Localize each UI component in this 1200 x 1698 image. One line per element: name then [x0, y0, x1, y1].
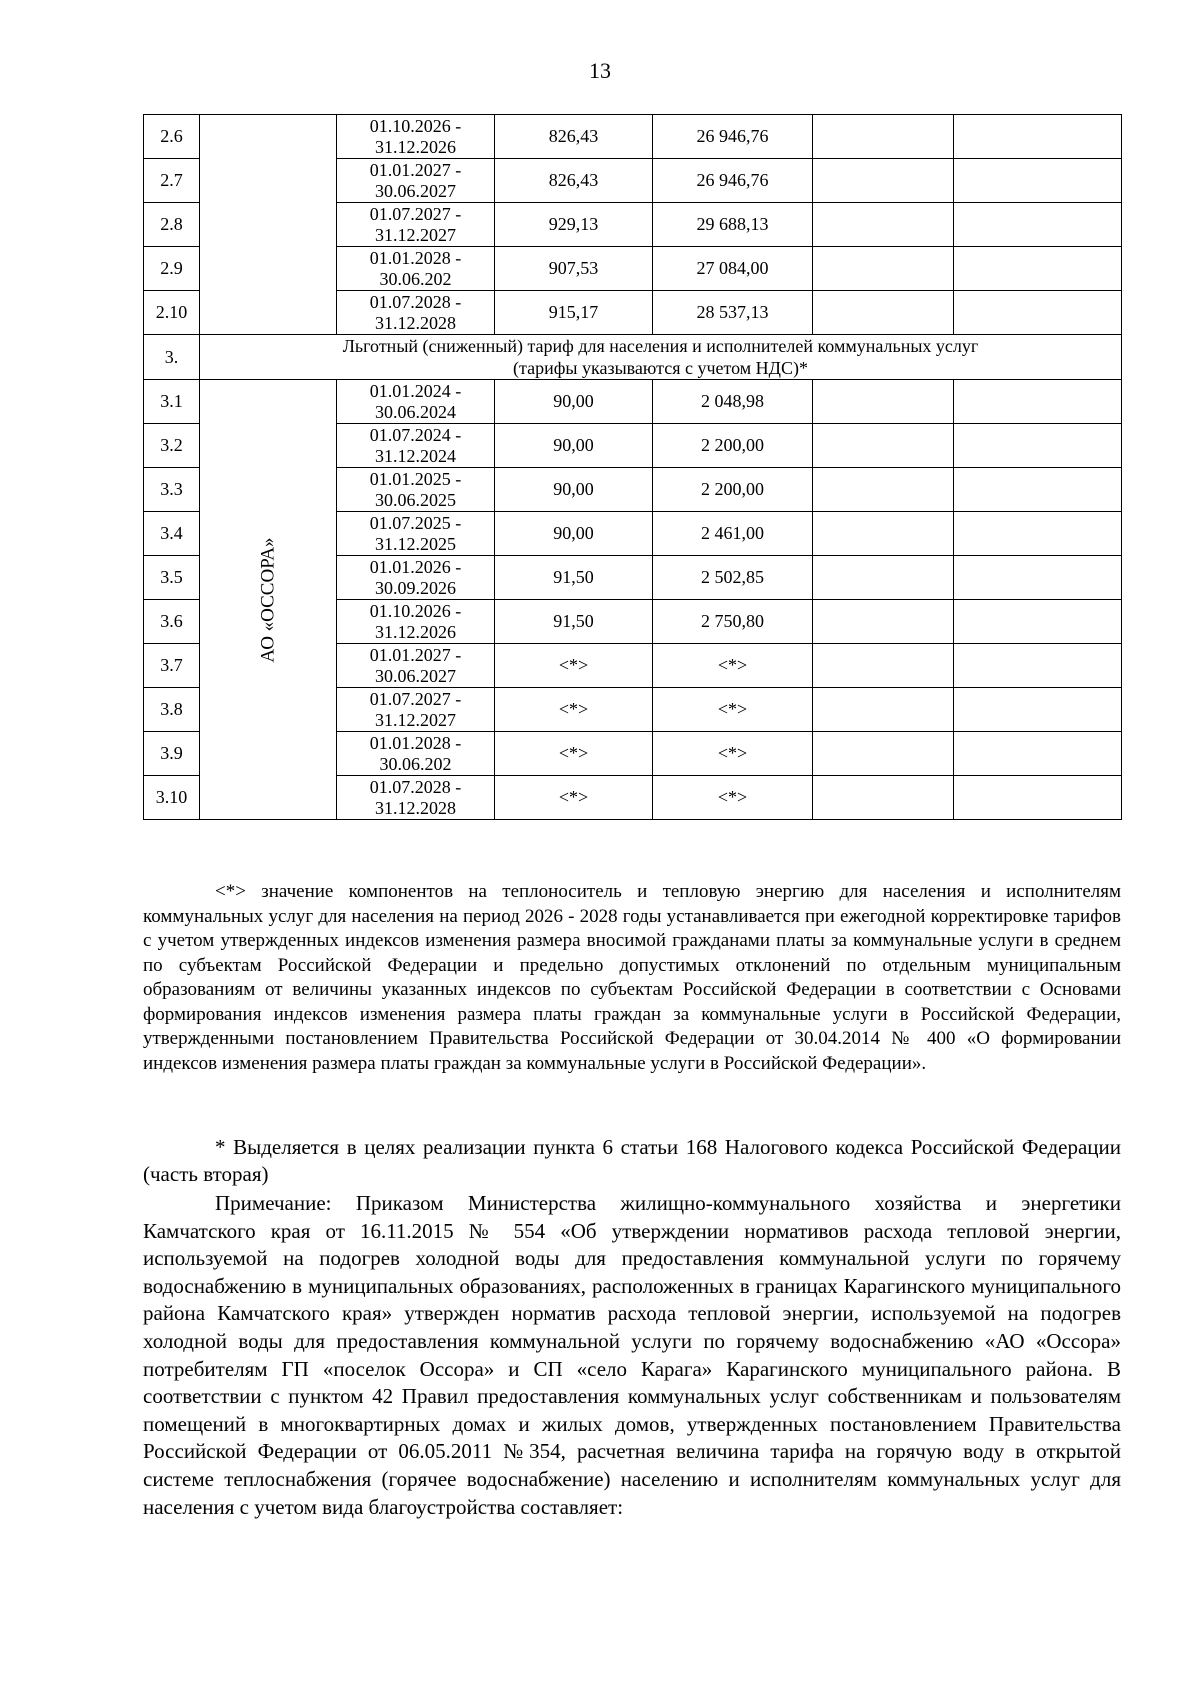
row-number: 3.8	[144, 688, 200, 732]
table-row	[144, 380, 1122, 424]
value-1-cell: 826,43	[495, 159, 653, 203]
period-start: 01.10.2026 -	[369, 115, 462, 136]
empty-cell	[813, 644, 954, 688]
empty-cell	[813, 247, 954, 291]
value-2-cell: 26 946,76	[653, 159, 813, 203]
section-2-rows	[144, 115, 1122, 335]
section-3-title-line2: (тарифы указываются с учетом НДС)*	[513, 358, 808, 378]
period-cell	[337, 159, 495, 203]
section-3-number: 3.	[144, 335, 200, 380]
value-2-cell: <*>	[653, 688, 813, 732]
row-number: 2.6	[144, 115, 200, 159]
section-3-title	[200, 335, 1122, 380]
empty-cell	[813, 380, 954, 424]
period-cell	[337, 468, 495, 512]
empty-cell	[954, 556, 1122, 600]
empty-cell	[954, 512, 1122, 556]
row-number: 2.10	[144, 291, 200, 335]
period-end: 30.06.2024	[375, 401, 456, 422]
empty-cell	[954, 468, 1122, 512]
footnote-vat	[143, 1134, 1121, 1188]
period-start: 01.01.2025 -	[369, 468, 462, 489]
period-cell	[337, 291, 495, 335]
empty-cell	[954, 776, 1122, 820]
empty-cell	[813, 203, 954, 247]
value-1-cell: <*>	[495, 776, 653, 820]
period-start: 01.07.2027 -	[369, 688, 462, 709]
footnote-star-marker-text: <*> значение компонентов на теплоноситель и тепловую энергию для населения и исполнителям коммунальных услуг для населения на период 2026 - 2028 годы устанавливается при ежегодной корректировке тарифов с учетом утвержденных индексов изменения размера вносимой гражданами платы за коммунальные услуги в среднем по субъектам Российской Федерации и предельно допустимых отклонений по отдельным муниципальным образованиям от величины указанных индексов по субъектам Российской Федерации в соответствии с Основами формирования индексов изменения размера платы граждан за коммунальные услуги в Российской Федерации, утвержденными постановлением Правительства Российской Федерации от 30.04.2014 № 400 «О формировании индексов изменения размера платы граждан за коммунальные услуги в Российской Федерации».	[143, 881, 1121, 1074]
tariff-table	[143, 114, 1122, 820]
period-cell	[337, 512, 495, 556]
period-end: 30.06.202	[379, 268, 452, 289]
row-number: 2.9	[144, 247, 200, 291]
value-2-cell: 2 750,80	[653, 600, 813, 644]
empty-cell	[954, 688, 1122, 732]
empty-cell	[813, 600, 954, 644]
empty-cell	[813, 732, 954, 776]
period-start: 01.07.2028 -	[369, 776, 462, 797]
footnote-star-marker	[143, 880, 1121, 1076]
org-name: АО «ОССОРА»	[257, 536, 279, 663]
section-3-org-cell	[200, 380, 337, 820]
note-text: Примечание: Приказом Министерства жилищно-коммунального хозяйства и энергетики Камчатского края от 16.11.2015 № 554 «Об утверждении нормативов расхода тепловой энергии, используемой на подогрев холодной воды для предоставления коммунальной услуги по горячему водоснабжению в муниципальных образованиях, расположенных в границах Карагинского муниципального района Камчатского края» утвержден норматив расхода тепловой энергии, используемой на подогрев холодной воды для предоставления коммунальной услуги по горячему водоснабжению «АО «Оссора» потребителям ГП «поселок Оссора» и СП «село Карага» Карагинского муниципального района. В соответствии с пунктом 42 Правил предоставления коммунальных услуг собственникам и пользователям помещений в многоквартирных домах и жилых домов, утвержденных постановлением Правительства Российской Федерации от 06.05.2011 №354, расчетная величина тарифа на горячую воду в открытой системе теплоснабжения (горячее водоснабжение) населению и исполнителям коммунальных услуг для населения с учетом вида благоустройства составляет:	[143, 1191, 1121, 1519]
value-2-cell: 2 200,00	[653, 468, 813, 512]
row-number: 3.5	[144, 556, 200, 600]
period-cell	[337, 115, 495, 159]
period-start: 01.01.2024 -	[369, 380, 462, 401]
empty-cell	[813, 115, 954, 159]
row-number: 3.1	[144, 380, 200, 424]
row-number: 2.7	[144, 159, 200, 203]
period-end: 30.06.2027	[375, 180, 456, 201]
empty-cell	[954, 600, 1122, 644]
period-cell	[337, 203, 495, 247]
empty-cell	[813, 468, 954, 512]
row-number: 3.4	[144, 512, 200, 556]
value-2-cell: <*>	[653, 732, 813, 776]
note-paragraph	[143, 1190, 1121, 1521]
period-start: 01.01.2028 -	[369, 247, 462, 268]
period-cell	[337, 380, 495, 424]
period-end: 31.12.2024	[375, 445, 456, 466]
value-2-cell: 26 946,76	[653, 115, 813, 159]
period-start: 01.01.2026 -	[369, 556, 462, 577]
period-start: 01.07.2027 -	[369, 203, 462, 224]
period-end: 31.12.2027	[375, 709, 456, 730]
value-2-cell: 27 084,00	[653, 247, 813, 291]
empty-cell	[813, 512, 954, 556]
row-number: 3.3	[144, 468, 200, 512]
period-cell	[337, 424, 495, 468]
value-1-cell: 929,13	[495, 203, 653, 247]
empty-cell	[813, 776, 954, 820]
empty-cell	[813, 159, 954, 203]
empty-cell	[954, 203, 1122, 247]
section-3-title-row	[144, 335, 1122, 380]
value-1-cell: 90,00	[495, 512, 653, 556]
value-1-cell: <*>	[495, 732, 653, 776]
empty-cell	[954, 159, 1122, 203]
section-3-title-line1: Льготный (сниженный) тариф для населения и исполнителей коммунальных услуг	[342, 336, 979, 356]
period-start: 01.01.2027 -	[369, 159, 462, 180]
value-2-cell: 2 502,85	[653, 556, 813, 600]
period-start: 01.01.2028 -	[369, 732, 462, 753]
period-cell	[337, 776, 495, 820]
period-cell	[337, 600, 495, 644]
row-number: 2.8	[144, 203, 200, 247]
empty-cell	[813, 688, 954, 732]
empty-cell	[954, 424, 1122, 468]
value-2-cell: 28 537,13	[653, 291, 813, 335]
section-3-rows	[144, 380, 1122, 820]
period-end: 31.12.2028	[375, 797, 456, 818]
period-cell	[337, 732, 495, 776]
empty-cell	[813, 556, 954, 600]
empty-cell	[813, 291, 954, 335]
period-cell	[337, 247, 495, 291]
period-end: 31.12.2026	[375, 621, 456, 642]
period-start: 01.07.2025 -	[369, 512, 462, 533]
period-end: 31.12.2028	[375, 312, 456, 333]
period-end: 30.09.2026	[375, 577, 456, 598]
row-number: 3.6	[144, 600, 200, 644]
row-number: 3.2	[144, 424, 200, 468]
value-1-cell: 91,50	[495, 556, 653, 600]
period-start: 01.07.2028 -	[369, 291, 462, 312]
period-cell	[337, 688, 495, 732]
value-1-cell: 826,43	[495, 115, 653, 159]
value-1-cell: 915,17	[495, 291, 653, 335]
period-end: 30.06.2027	[375, 665, 456, 686]
value-1-cell: 91,50	[495, 600, 653, 644]
empty-cell	[954, 247, 1122, 291]
row-number: 3.7	[144, 644, 200, 688]
table-row	[144, 115, 1122, 159]
value-2-cell: 2 200,00	[653, 424, 813, 468]
empty-cell	[954, 732, 1122, 776]
section-3-header	[144, 335, 1122, 380]
period-start: 01.10.2026 -	[369, 600, 462, 621]
empty-cell	[954, 380, 1122, 424]
value-2-cell: 2 048,98	[653, 380, 813, 424]
value-1-cell: 90,00	[495, 468, 653, 512]
value-2-cell: 2 461,00	[653, 512, 813, 556]
value-2-cell: <*>	[653, 776, 813, 820]
section-2-org-cell	[200, 115, 337, 335]
row-number: 3.10	[144, 776, 200, 820]
period-start: 01.01.2027 -	[369, 644, 462, 665]
empty-cell	[954, 644, 1122, 688]
footnote-vat-text: * Выделяется в целях реализации пункта 6 статьи 168 Налогового кодекса Российской Федерации (часть вторая)	[143, 1135, 1121, 1186]
empty-cell	[954, 115, 1122, 159]
period-end: 30.06.2025	[375, 489, 456, 510]
value-1-cell: <*>	[495, 688, 653, 732]
period-end: 31.12.2027	[375, 224, 456, 245]
empty-cell	[813, 424, 954, 468]
period-end: 30.06.202	[379, 753, 452, 774]
page-number: 13	[589, 58, 611, 83]
empty-cell	[954, 291, 1122, 335]
period-end: 31.12.2026	[375, 136, 456, 157]
value-1-cell: <*>	[495, 644, 653, 688]
value-2-cell: 29 688,13	[653, 203, 813, 247]
period-cell	[337, 556, 495, 600]
value-1-cell: 90,00	[495, 424, 653, 468]
period-end: 31.12.2025	[375, 533, 456, 554]
row-number: 3.9	[144, 732, 200, 776]
value-1-cell: 907,53	[495, 247, 653, 291]
period-cell	[337, 644, 495, 688]
period-start: 01.07.2024 -	[369, 424, 462, 445]
value-2-cell: <*>	[653, 644, 813, 688]
value-1-cell: 90,00	[495, 380, 653, 424]
